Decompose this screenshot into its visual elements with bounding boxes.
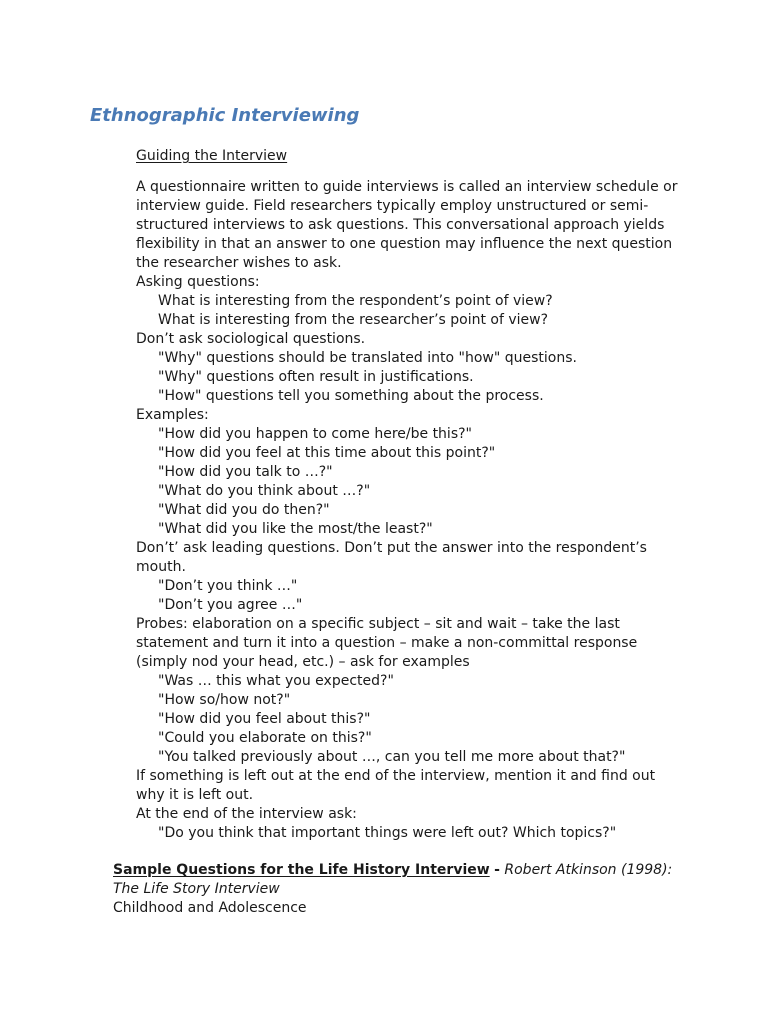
body-line: structured interviews to ask questions. This conversational approach yields <box>136 217 665 233</box>
body-line: If something is left out at the end of the interview, mention it and find out <box>136 768 656 784</box>
body-line-indented: "Why" questions often result in justifications. <box>158 369 474 385</box>
body-line: why it is left out. <box>136 787 254 803</box>
body-line-indented: "Don’t you think …" <box>158 578 298 594</box>
body-line-indented: What is interesting from the respondent’s point of view? <box>158 293 553 309</box>
body-line: interview guide. Field researchers typically employ unstructured or semi- <box>136 198 649 214</box>
body-line: (simply nod your head, etc.) – ask for examples <box>136 654 470 670</box>
body-line-indented: "How did you feel about this?" <box>158 711 371 727</box>
body-line-indented: "How did you happen to come here/be this?" <box>158 426 472 442</box>
sample-questions-heading: Sample Questions for the Life History Interview <box>113 862 490 878</box>
body-line: the researcher wishes to ask. <box>136 255 342 271</box>
citation-author: Robert Atkinson (1998): <box>504 862 673 878</box>
body-line-indented: "What did you do then?" <box>158 502 330 518</box>
body-line-indented: "How did you feel at this time about this point?" <box>158 445 496 461</box>
body-line-indented: "Why" questions should be translated into "how" questions. <box>158 350 577 366</box>
body-line: mouth. <box>136 559 186 575</box>
body-line-indented: "Could you elaborate on this?" <box>158 730 372 746</box>
body-line-indented: What is interesting from the researcher’s point of view? <box>158 312 549 328</box>
body-line-indented: "Was … this what you expected?" <box>158 673 394 689</box>
body-line-indented: "How" questions tell you something about the process. <box>158 388 544 404</box>
body-line: Asking questions: <box>136 274 260 290</box>
body-line-indented: "Do you think that important things were left out? Which topics?" <box>158 825 617 841</box>
body-line: statement and turn it into a question – make a non-committal response <box>136 635 638 651</box>
sample-questions-section <box>113 861 713 918</box>
body-line: Don’t’ ask leading questions. Don’t put the answer into the respondent’s <box>136 540 647 556</box>
body-line: Don’t ask sociological questions. <box>136 331 366 347</box>
body-line-indented: "Don’t you agree …" <box>158 597 303 613</box>
body-line: Probes: elaboration on a specific subject – sit and wait – take the last <box>136 616 620 632</box>
guiding-interview-body <box>136 178 696 843</box>
body-line-indented: "What did you like the most/the least?" <box>158 521 433 537</box>
body-line: A questionnaire written to guide interviews is called an interview schedule or <box>136 179 678 195</box>
subsection-childhood: Childhood and Adolescence <box>113 900 307 916</box>
body-line-indented: "How so/how not?" <box>158 692 291 708</box>
body-line: flexibility in that an answer to one question may influence the next question <box>136 236 673 252</box>
body-line: Examples: <box>136 407 209 423</box>
section-heading-guiding-interview: Guiding the Interview <box>136 148 288 164</box>
sample-heading-line <box>113 861 713 880</box>
document-title: Ethnographic Interviewing <box>90 105 360 126</box>
body-line: At the end of the interview ask: <box>136 806 357 822</box>
heading-separator: - <box>494 862 500 878</box>
body-line-indented: "How did you talk to …?" <box>158 464 333 480</box>
body-line-indented: "You talked previously about …, can you tell me more about that?" <box>158 749 626 765</box>
body-line-indented: "What do you think about …?" <box>158 483 371 499</box>
citation-book-title: The Life Story Interview <box>113 881 280 897</box>
